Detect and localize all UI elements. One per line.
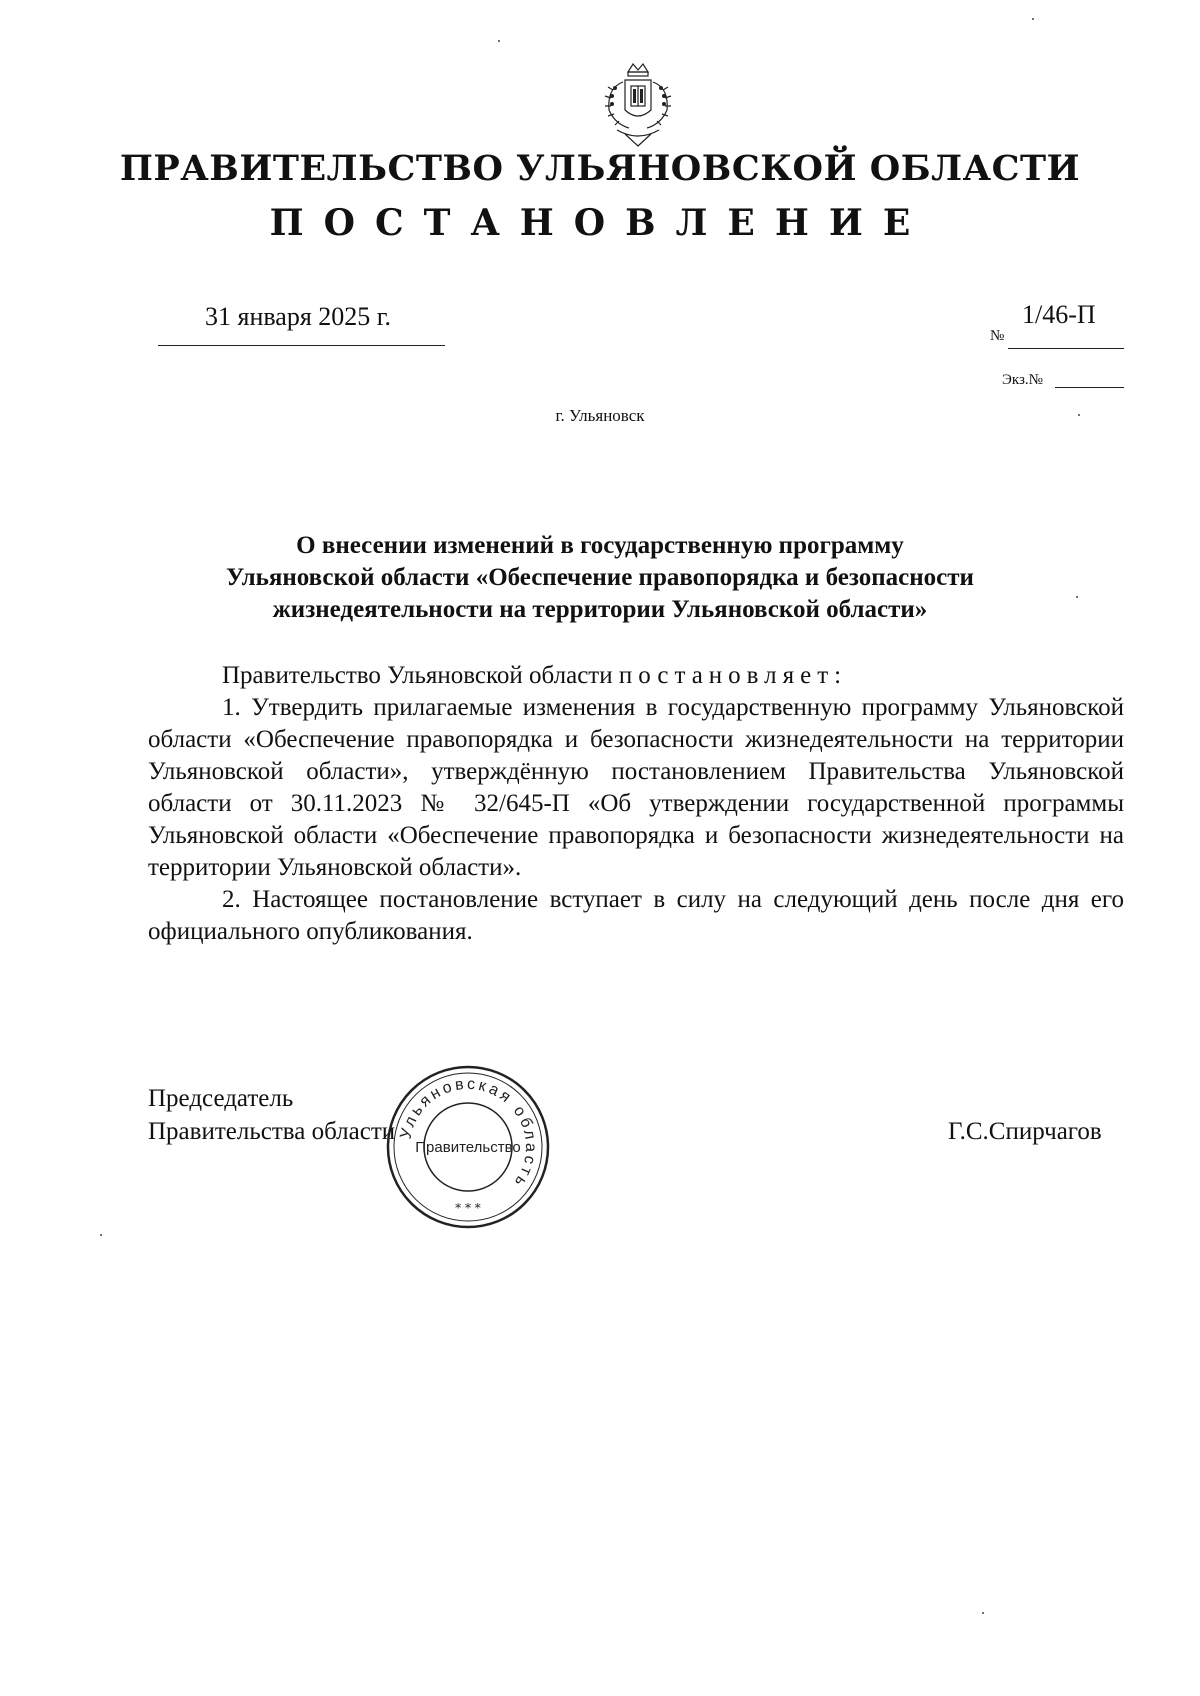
document-body (148, 660, 1124, 948)
scan-speck (1078, 414, 1080, 416)
signer-position-line2: Правительства области (148, 1118, 396, 1145)
scan-speck (498, 40, 500, 42)
signer-position-line1: Председатель (148, 1085, 294, 1112)
seal-ring-text: Ульяновская область (397, 1075, 540, 1192)
subject-line: Ульяновской области «Обеспечение правопорядка и безопасности (226, 564, 974, 591)
scan-speck (100, 1234, 102, 1236)
copy-number-label: Экз.№ (1002, 372, 1043, 388)
subject-line: жизнедеятельности на территории Ульяновской области» (272, 596, 928, 623)
number-underline (1008, 348, 1124, 349)
signer-name: Г.С.Спирчагов (948, 1118, 1102, 1145)
document-date: 31 января 2025 г. (205, 302, 392, 331)
paragraph-item-1: 1. Утвердить прилагаемые изменения в государственную программу Ульяновской области «Обеспечение правопорядка и безопасности жизнедеятельности на территории Ульяновской области», утверждённую постановлением Правительства Ульяновской области от 30.11.2023 № 32/645-П «Об утверждении государственной программы Ульяновской области «Обеспечение правопорядка и безопасности жизнедеятельности на территории Ульяновской области». (148, 694, 1124, 881)
official-seal (383, 1062, 553, 1232)
paragraph-item-2: 2. Настоящее постановление вступает в силу на следующий день после дня его официального опубликования. (148, 886, 1124, 945)
scan-speck (1076, 596, 1078, 598)
coat-of-arms-emblem (595, 58, 681, 150)
city: г. Ульяновск (555, 406, 645, 425)
svg-text:* * *: * * * (455, 1201, 481, 1215)
preamble-verb: постановляет: (618, 662, 848, 689)
scan-speck (1032, 18, 1034, 20)
preamble (148, 660, 1124, 692)
subject-line: О внесении изменений в государственную программу (296, 532, 904, 559)
government-title: ПРАВИТЕЛЬСТВО УЛЬЯНОВСКОЙ ОБЛАСТИ (119, 148, 1081, 189)
date-underline (158, 345, 445, 346)
svg-text:Ульяновская область (397, 1076, 539, 1192)
document-number: 1/46-П (1022, 300, 1096, 329)
document-subject (180, 530, 1020, 626)
seal-center-text: Правительство (415, 1139, 521, 1156)
document-type-title: ПОСТАНОВЛЕНИЕ (269, 202, 931, 244)
preamble-prefix: Правительство Ульяновской области (222, 662, 619, 689)
scan-speck (982, 1612, 984, 1614)
number-label: № (990, 328, 1005, 344)
copy-number-underline (1055, 387, 1124, 388)
